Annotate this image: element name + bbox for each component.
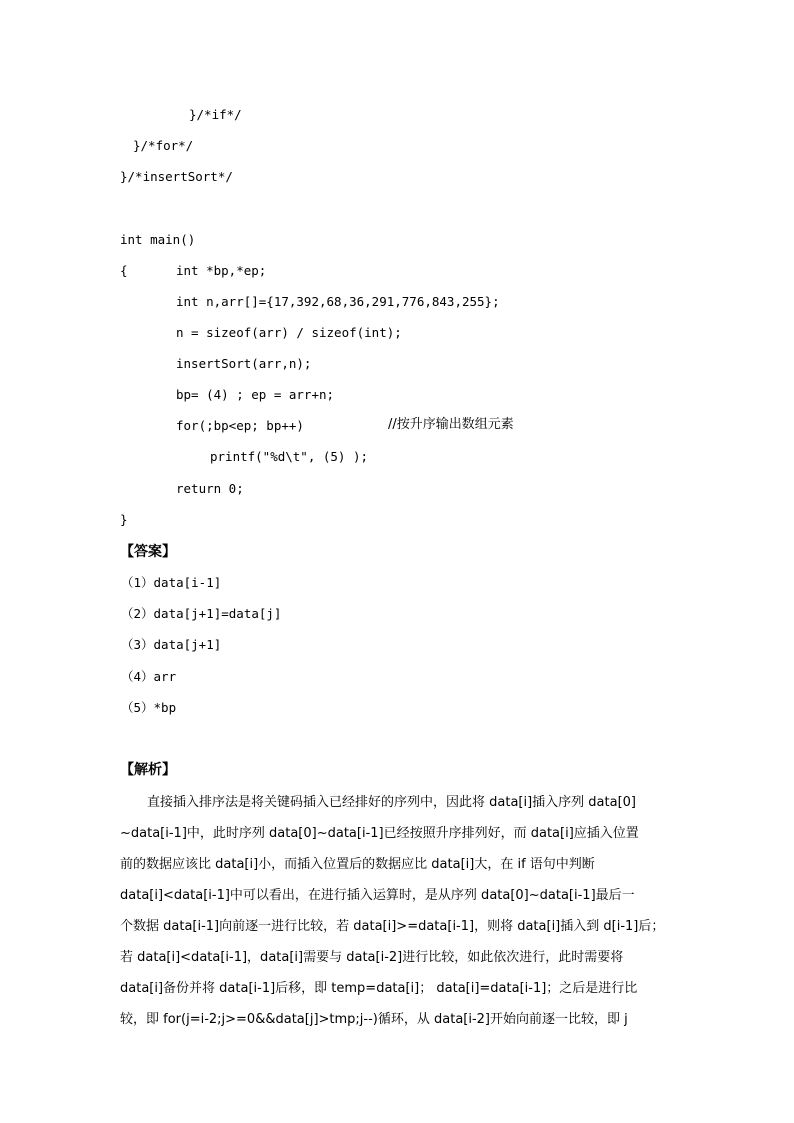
answer-item: （4）arr — [121, 669, 177, 684]
answer-heading: 【答案】 — [120, 544, 176, 560]
code-line: printf("%d\t", (5) ); — [210, 449, 369, 464]
answer-item: （1）data[i-1] — [121, 575, 222, 590]
code-line: { — [120, 263, 128, 278]
code-line: n = sizeof(arr) / sizeof(int); — [176, 325, 402, 340]
analysis-line: data[i]<data[i-1]中可以看出，在进行插入运算时，是从序列 data[0]~data[i-1]最后一 — [120, 888, 635, 903]
analysis-line: 较，即 for(j=i-2;j>=0&&data[j]>tmp;j--)循环，从 data[i-2]开始向前逐一比较，即 j — [120, 1012, 628, 1027]
code-line: int *bp,*ep; — [176, 263, 267, 278]
answer-item: （5）*bp — [121, 700, 177, 715]
code-line: int n,arr[]={17,392,68,36,291,776,843,255}; — [176, 294, 500, 309]
answer-item: （2）data[j+1]=data[j] — [121, 606, 282, 621]
analysis-line: data[i]备份并将 data[i-1]后移，即 temp=data[i]； data[i]=data[i-1]；之后是进行比 — [120, 981, 638, 996]
code-line: for(;bp<ep; bp++) — [176, 418, 304, 433]
code-line: }/*if*/ — [189, 107, 242, 122]
code-line: }/*insertSort*/ — [120, 169, 233, 184]
analysis-line: 若 data[i]<data[i-1]，data[i]需要与 data[i-2]进行比较，如此依次进行，此时需要将 — [120, 950, 624, 965]
analysis-line: 前的数据应该比 data[i]小，而插入位置后的数据应比 data[i]大，在 if 语句中判断 — [120, 857, 595, 872]
analysis-heading: 【解析】 — [120, 762, 176, 778]
code-line: return 0; — [176, 481, 244, 496]
code-comment: //按升序输出数组元素 — [388, 417, 514, 432]
analysis-line: 直接插入排序法是将关键码插入已经排好的序列中，因此将 data[i]插入序列 data[0] — [147, 795, 636, 810]
code-line: bp= (4) ; ep = arr+n; — [176, 387, 335, 402]
code-line: int main() — [120, 232, 196, 247]
analysis-line: ~data[i-1]中，此时序列 data[0]~data[i-1]已经按照升序排列好，而 data[i]应插入位置 — [120, 826, 639, 841]
code-line: }/*for*/ — [133, 138, 194, 153]
code-line: } — [120, 512, 128, 527]
analysis-line: 个数据 data[i-1]向前逐一进行比较，若 data[i]>=data[i-1]，则将 data[i]插入到 d[i-1]后； — [120, 919, 665, 934]
code-line: insertSort(arr,n); — [176, 356, 312, 371]
answer-item: （3）data[j+1] — [121, 637, 222, 652]
